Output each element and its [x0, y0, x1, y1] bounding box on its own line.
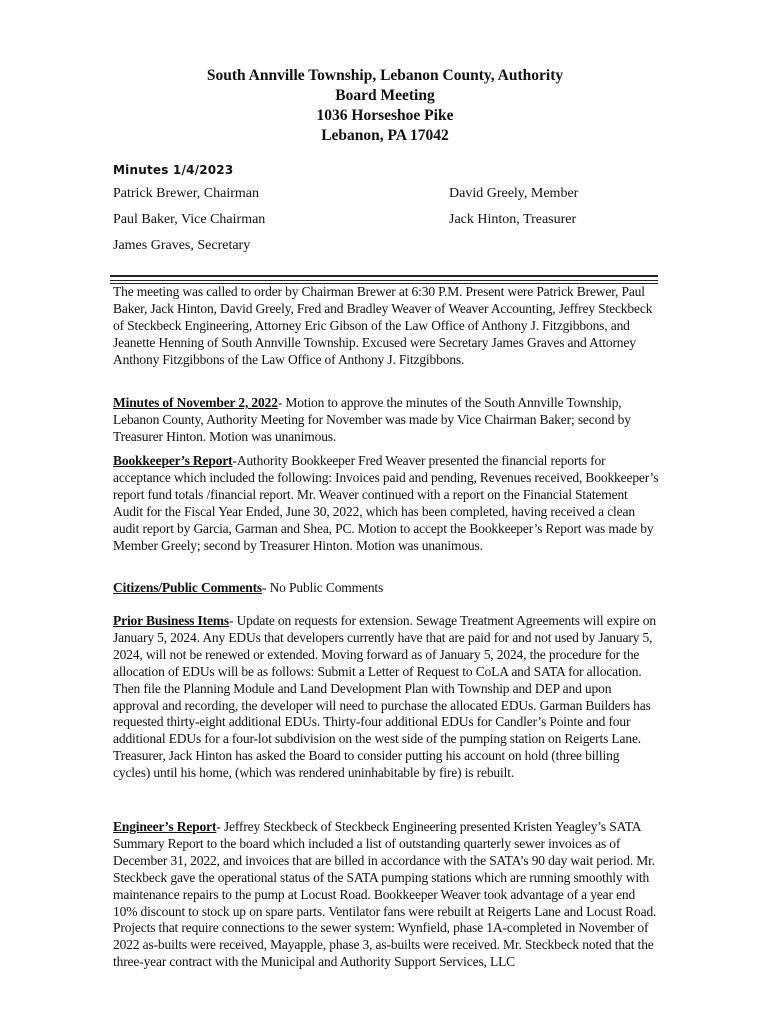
- officer-secretary: James Graves, Secretary: [113, 238, 251, 253]
- engineer-report-text: - Jeffrey Steckbeck of Steckbeck Engineering presented Kristen Yeagley’s SATA Summary Report to the board which included a list of outstanding quarterly sewer invoices as of December 31, 2022, and invoices that are billed in accordance with the SATA’s 90 day wait period. Mr. Steckbeck gave the operational status of the SATA pumping stations which are running smoothly with maintenance repairs to the pump at Locust Road. Bookkeeper Weaver took advantage of a year end 10% discount to stock up on spare parts. Ventilator fans were rebuilt at Reigerts Lane and Locust Road. Projects that require connections to the sewer system: Wynfield, phase 1A-completed in November of 2022 as-builts were received, Mayapple, phase 3, as-builts were received. Mr. Steckbeck noted that the three-year contract with the Municipal and Authority Support Services, LLC: [113, 819, 657, 970]
- citizens-comments-text: - No Public Comments: [262, 580, 384, 595]
- prior-business-text: - Update on requests for extension. Sewage Treatment Agreements will expire on January 5, 2024. Any EDUs that developers currently have that are paid for and not used by January 5, 2024, will not be renewed or extended. Moving forward as of January 5, 2024, the procedure for the allocation of EDUs will be as follows: Submit a Letter of Request to CoLA and SATA for allocation. Then file the Planning Module and Land Development Plan with Township and DEP and upon approval and recording, the developer will need to purchase the allocated EDUs. Garman Builders has requested thirty-eight additional EDUs. Thirty-four additional EDUs for Candler’s Pointe and four additional EDUs for a four-lot subdivision on the west side of the pumping station on Reigerts Lane. Treasurer, Jack Hinton has asked the Board to consider putting his account on hold (three billing cycles) until his home, (which was rendered uninhabitable by fire) is rebuilt.: [113, 613, 656, 781]
- citizens-comments-heading: Citizens/Public Comments: [113, 580, 263, 595]
- minutes-date: Minutes 1/4/2023: [113, 163, 234, 177]
- bookkeeper-report-text: -Authority Bookkeeper Fred Weaver presented the financial reports for acceptance which included the following: Invoices paid and pending, Revenues received, Bookkeeper’s report fund totals /financial report. Mr. Weaver continued with a report on the Financial Statement Audit for the Fiscal Year Ended, June 30, 2022, which has been completed, having received a clean audit report by Garcia, Garman and Shea, PC. Motion to accept the Bookkeeper’s Report was made by Member Greely; second by Treasurer Hinton. Motion was unanimous.: [113, 453, 659, 553]
- engineer-report-heading: Engineer’s Report: [113, 819, 217, 834]
- officer-vice-chairman: Paul Baker, Vice Chairman: [113, 212, 266, 227]
- divider-rule: [110, 275, 658, 277]
- prior-business-paragraph: [113, 613, 659, 782]
- document-header: [0, 66, 770, 146]
- opening-paragraph: The meeting was called to order by Chairman Brewer at 6:30 P.M. Present were Patrick Brewer, Paul Baker, Jack Hinton, David Greely, Fred and Bradley Weaver of Weaver Accounting, Jeffrey Steckbeck of Steckbeck Engineering, Attorney Eric Gibson of the Law Office of Anthony J. Fitzgibbons, and Jeanette Henning of South Annville Township. Excused were Secretary James Graves and Attorney Anthony Fitzgibbons of the Law Office of Anthony J. Fitzgibbons.: [113, 284, 653, 367]
- officer-chairman: Patrick Brewer, Chairman: [113, 186, 260, 201]
- officer-treasurer: Jack Hinton, Treasurer: [449, 212, 577, 227]
- prior-business-heading: Prior Business Items: [113, 613, 230, 628]
- header-street-address: 1036 Horseshoe Pike: [316, 107, 454, 124]
- minutes-approval-paragraph: [113, 395, 659, 446]
- officer-member: David Greely, Member: [449, 186, 579, 201]
- header-meeting-type: Board Meeting: [335, 87, 435, 104]
- engineer-report-paragraph: [113, 819, 659, 971]
- minutes-approval-heading: Minutes of November 2, 2022: [113, 395, 278, 410]
- bookkeeper-report-heading: Bookkeeper’s Report: [113, 453, 233, 468]
- citizens-comments-paragraph: [113, 580, 659, 597]
- bookkeeper-report-paragraph: [113, 453, 659, 554]
- minutes-approval-text: - Motion to approve the minutes of the South Annville Township, Lebanon County, Authority Meeting for November was made by Vice Chairman Baker; second by Treasurer Hinton. Motion was unanimous.: [113, 395, 631, 444]
- header-city-state-zip: Lebanon, PA 17042: [321, 127, 449, 144]
- header-authority-name: South Annville Township, Lebanon County, Authority: [206, 67, 564, 84]
- divider-rule: [110, 280, 658, 281]
